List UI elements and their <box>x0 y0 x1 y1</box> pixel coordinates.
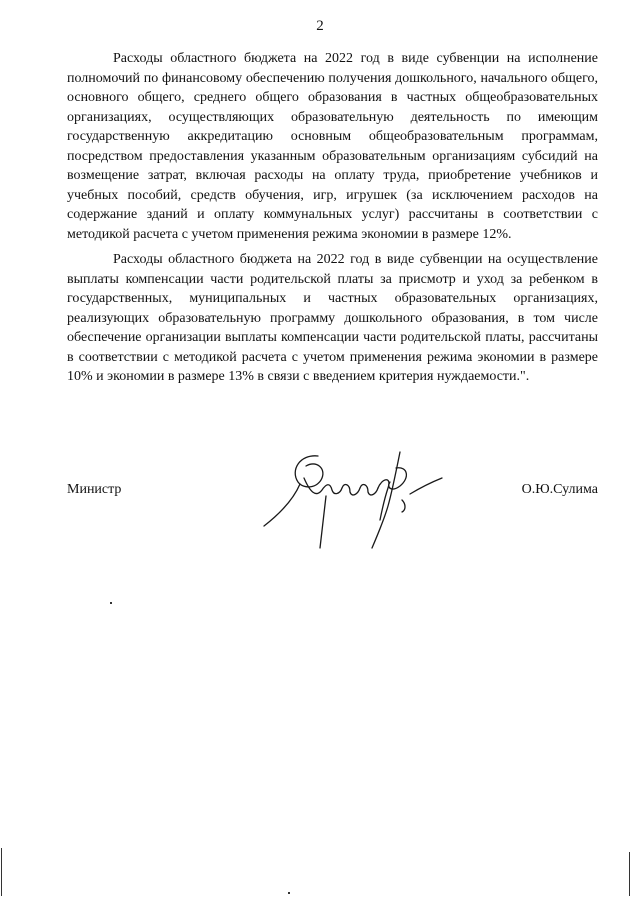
paragraph-2: Расходы областного бюджета на 2022 год в виде субвенции на осуществление выплаты компенсации части родительской платы за присмотр и уход за ребенком в государственных, муниципальных и частных образовательных организациях, реализующих образовательную программу дошкольного образования, в том числе обеспечение организации выплаты компенсации части родительской платы, рассчитаны в соответствии с методикой расчета с учетом применения режима экономии в размере 10% и экономии в размере 13% в связи с введением критерия нуждаемости.". <box>67 252 598 384</box>
scan-edge-mark <box>1 848 2 896</box>
page-number: 2 <box>316 18 324 34</box>
signatory-name: О.Ю.Сулима <box>521 482 598 497</box>
scan-dot <box>110 602 112 604</box>
document-body <box>67 49 598 393</box>
scan-dot <box>288 892 290 894</box>
scan-edge-mark <box>629 852 630 896</box>
handwritten-signature <box>260 448 450 558</box>
signatory-role: Министр <box>67 482 122 497</box>
paragraph-1: Расходы областного бюджета на 2022 год в виде субвенции на исполнение полномочий по финансовому обеспечению получения дошкольного, начального общего, основного общего, среднего общего образования в частных общеобразовательных организациях, осуществляющих образовательную деятельность по имеющим государственную аккредитацию основным общеобразовательным программам, посредством предоставления указанным образовательным организациям субсидий на возмещение затрат, включая расходы на оплату труда, приобретение учебников и учебных пособий, средств обучения, игр, игрушек (за исключением расходов на содержание зданий и оплату коммунальных услуг) рассчитаны в соответствии с методикой расчета с учетом применения режима экономии в размере 12%. <box>67 51 598 242</box>
